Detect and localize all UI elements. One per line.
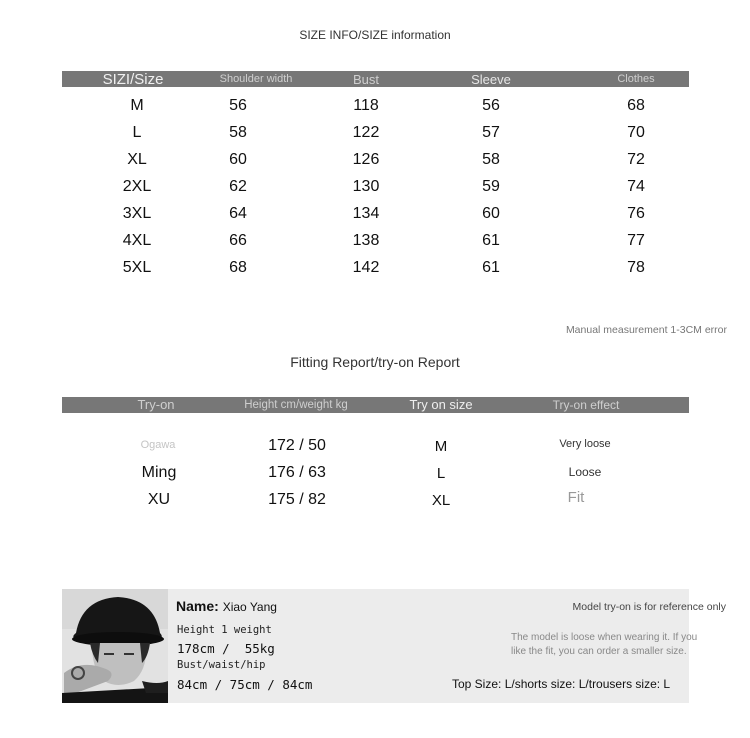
bust-cell: 134 xyxy=(352,205,380,222)
size-header-shoulder: Shoulder width xyxy=(219,73,293,85)
size-table-body xyxy=(0,97,750,297)
tryon-name: Ming xyxy=(141,464,177,481)
model-portrait-image xyxy=(62,589,168,703)
shoulder-cell: 56 xyxy=(229,97,247,114)
shoulder-cell: 68 xyxy=(229,259,247,276)
tryon-effect: Loose xyxy=(568,465,602,479)
model-name-value: Xiao Yang xyxy=(222,600,277,614)
sleeve-cell: 57 xyxy=(482,124,500,141)
tryon-effect: Fit xyxy=(567,489,585,506)
model-loose-note-line2: like the fit, you can order a smaller size. xyxy=(511,646,687,657)
size-cell: 5XL xyxy=(122,259,152,276)
tryon-size: L xyxy=(436,465,446,482)
model-photo xyxy=(62,589,168,703)
shoulder-cell: 58 xyxy=(229,124,247,141)
sleeve-cell: 61 xyxy=(482,259,500,276)
bust-cell: 142 xyxy=(352,259,380,276)
model-name-label: Name: xyxy=(176,598,219,614)
tryon-height-weight: 176 / 63 xyxy=(268,464,326,481)
model-reference-note: Model try-on is for reference only xyxy=(572,601,726,613)
size-header-sleeve: Sleeve xyxy=(471,72,511,87)
model-height-weight-value: 178cm / 55kg xyxy=(177,641,275,656)
bust-cell: 118 xyxy=(353,97,379,114)
tryon-size: XL xyxy=(431,492,451,509)
size-cell: 3XL xyxy=(122,205,152,222)
bust-cell: 122 xyxy=(352,124,380,141)
sleeve-cell: 59 xyxy=(482,178,500,195)
model-measure-label: Bust/waist/hip xyxy=(177,659,266,671)
bust-cell: 130 xyxy=(352,178,380,195)
sleeve-cell: 61 xyxy=(482,232,500,249)
size-header-bust: Bust xyxy=(352,72,380,87)
model-measure-value: 84cm / 75cm / 84cm xyxy=(177,677,313,692)
size-cell: 4XL xyxy=(122,232,152,249)
tryon-size: M xyxy=(434,438,448,455)
fitting-report-title: Fitting Report/try-on Report xyxy=(290,354,460,370)
size-cell: 2XL xyxy=(122,178,152,195)
clothes-cell: 70 xyxy=(627,124,645,141)
size-cell: L xyxy=(132,124,142,141)
shoulder-cell: 60 xyxy=(229,151,247,168)
bust-cell: 138 xyxy=(352,232,380,249)
clothes-cell: 76 xyxy=(627,205,645,222)
sleeve-cell: 56 xyxy=(482,97,500,114)
size-header-size: SIZI/Size xyxy=(102,71,164,88)
size-header-clothes: Clothes xyxy=(617,73,655,85)
shoulder-cell: 62 xyxy=(229,178,247,195)
sleeve-cell: 58 xyxy=(482,151,500,168)
clothes-cell: 68 xyxy=(627,97,645,114)
fitting-header-size: Try on size xyxy=(409,397,473,412)
model-loose-note-line1: The model is loose when wearing it. If you xyxy=(511,632,698,643)
size-info-title: SIZE INFO/SIZE information xyxy=(299,28,451,42)
fitting-header-height-weight: Height cm/weight kg xyxy=(244,399,348,411)
clothes-cell: 78 xyxy=(627,259,645,276)
tryon-height-weight: 172 / 50 xyxy=(268,437,326,454)
model-height-weight-label: Height 1 weight xyxy=(177,624,272,636)
fitting-header-tryon: Try-on xyxy=(137,397,175,412)
sleeve-cell: 60 xyxy=(482,205,500,222)
tryon-effect: Very loose xyxy=(559,438,611,450)
shoulder-cell: 64 xyxy=(229,205,247,222)
tryon-height-weight: 175 / 82 xyxy=(268,491,326,508)
fitting-header-effect: Try-on effect xyxy=(552,398,620,412)
tryon-name: Ogawa xyxy=(140,439,176,451)
model-name xyxy=(176,598,277,614)
clothes-cell: 77 xyxy=(627,232,645,249)
measurement-note: Manual measurement 1-3CM error xyxy=(565,324,727,336)
size-cell: XL xyxy=(127,151,147,168)
shoulder-cell: 66 xyxy=(229,232,247,249)
tryon-name: XU xyxy=(147,491,171,508)
model-sizes: Top Size: L/shorts size: L/trousers size: L xyxy=(452,677,671,691)
bust-cell: 126 xyxy=(352,151,380,168)
clothes-cell: 74 xyxy=(627,178,645,195)
size-cell: M xyxy=(130,97,144,114)
clothes-cell: 72 xyxy=(627,151,645,168)
